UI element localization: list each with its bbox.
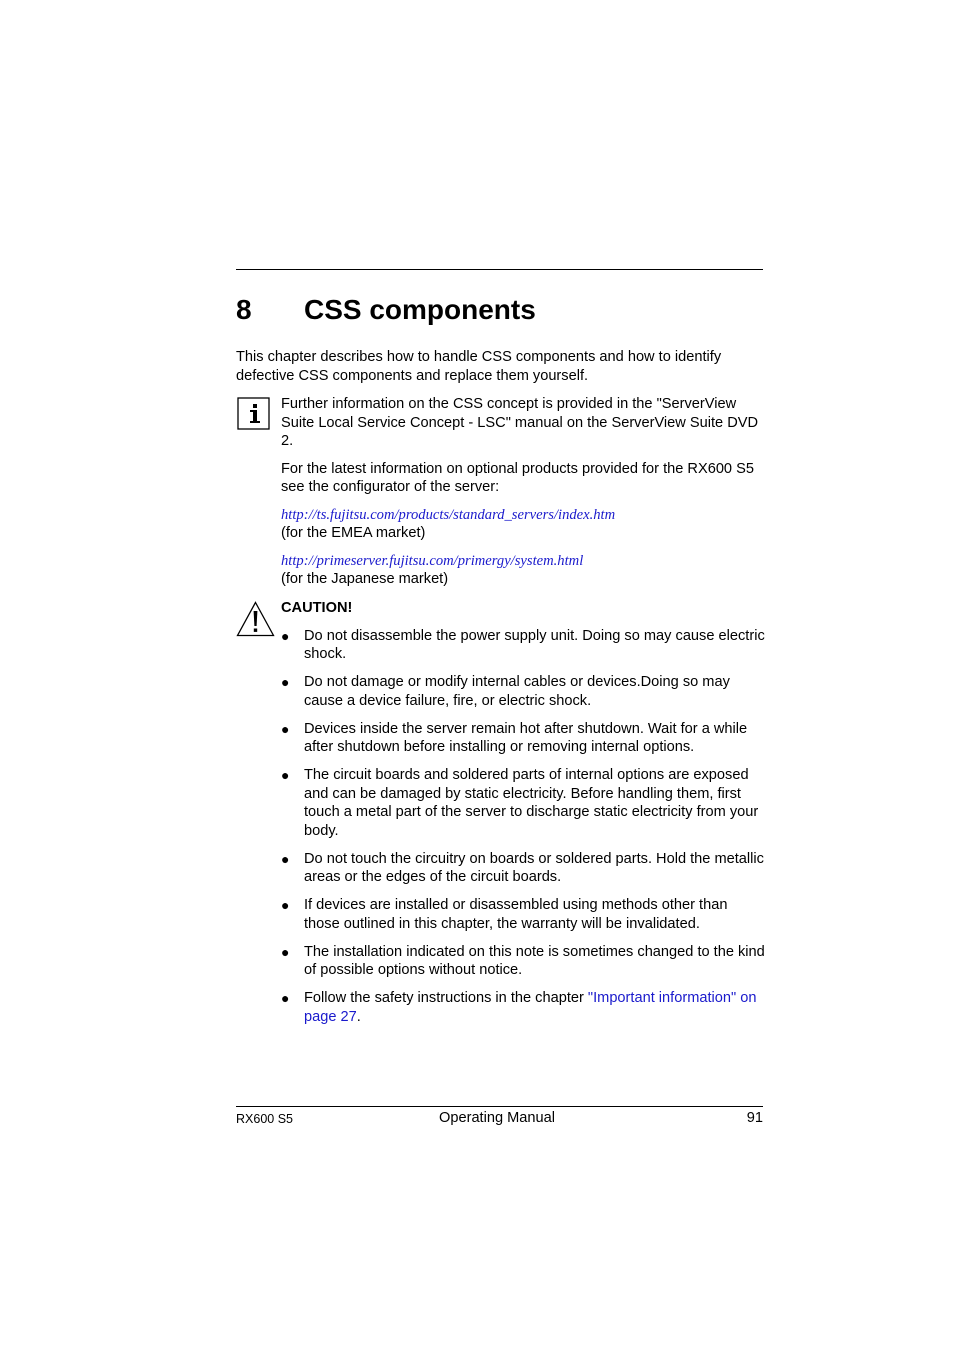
bullet: ● [281, 767, 290, 783]
chapter-number: 8 [236, 294, 252, 325]
emea-note: (for the EMEA market) [281, 525, 426, 541]
top-rule [236, 269, 763, 270]
list-item: ● Follow the safety instructions in the chapter "Important information" on page 27. [281, 990, 757, 1025]
info-paragraph-2: For the latest information on optional products provided for the RX600 S5 see the configurator of the server: [281, 460, 754, 495]
caution-list [281, 627, 765, 1027]
emea-link[interactable]: http://ts.fujitsu.com/products/standard_servers/index.htm [281, 506, 616, 523]
link-block-japan [281, 552, 765, 589]
page-number: 91 [746, 1110, 763, 1126]
important-information-link[interactable]: "Important information" on page 27 [304, 990, 757, 1025]
list-item: ● The installation indicated on this note is sometimes changed to the kind of possible options without notice. [281, 943, 765, 978]
list-item: ● If devices are installed or disassembled using methods other than those outlined in this chapter, the warranty will be invalidated. [281, 897, 728, 932]
caution-title: CAUTION! [281, 600, 353, 616]
info-paragraph-1: Further information on the CSS concept is provided in the "ServerView Suite Local Service Concept - LSC" manual on the ServerView Suite DVD 2. [281, 396, 759, 449]
list-item: ● Do not touch the circuitry on boards or soldered parts. Hold the metallic areas or the edges of the circuit boards. [281, 850, 764, 885]
bullet: ● [281, 720, 290, 737]
intro-paragraph: This chapter describes how to handle CSS components and how to identify defective CSS components and replace them yourself. [236, 349, 722, 384]
footer-manual-title: Operating Manual [439, 1110, 556, 1126]
bullet: ● [281, 897, 290, 913]
list-item: ● Do not damage or modify internal cables or devices.Doing so may cause a device failure, fire, or electric shock. [281, 674, 730, 709]
link-block-emea [281, 506, 765, 543]
list-item: ● Do not disassemble the power supply unit. Doing so may cause electric shock. [281, 627, 765, 662]
bullet: ● [281, 850, 290, 867]
info-icon [237, 397, 270, 430]
chapter-title: CSS components [304, 294, 536, 325]
footer-product: RX600 S5 [236, 1112, 293, 1126]
chapter-heading [236, 292, 536, 328]
bullet: ● [281, 674, 290, 690]
list-item: ● The circuit boards and soldered parts of internal options are exposed and can be damaged by static electricity. Before handling them, first touch a metal part of the server to discharge static electricity from your body. [281, 767, 759, 839]
bullet: ● [281, 627, 290, 644]
bullet: ● [281, 943, 290, 960]
japan-link[interactable]: http://primeserver.fujitsu.com/primergy/system.html [281, 552, 584, 569]
caution-block [281, 599, 765, 1036]
warning-icon [236, 601, 275, 637]
bullet: ● [281, 990, 290, 1006]
list-item: ● Devices inside the server remain hot after shutdown. Wait for a while after shutdown before installing or removing internal options. [281, 720, 748, 755]
footer-rule [236, 1106, 763, 1107]
japan-note: (for the Japanese market) [281, 571, 449, 587]
info-block [281, 395, 765, 598]
